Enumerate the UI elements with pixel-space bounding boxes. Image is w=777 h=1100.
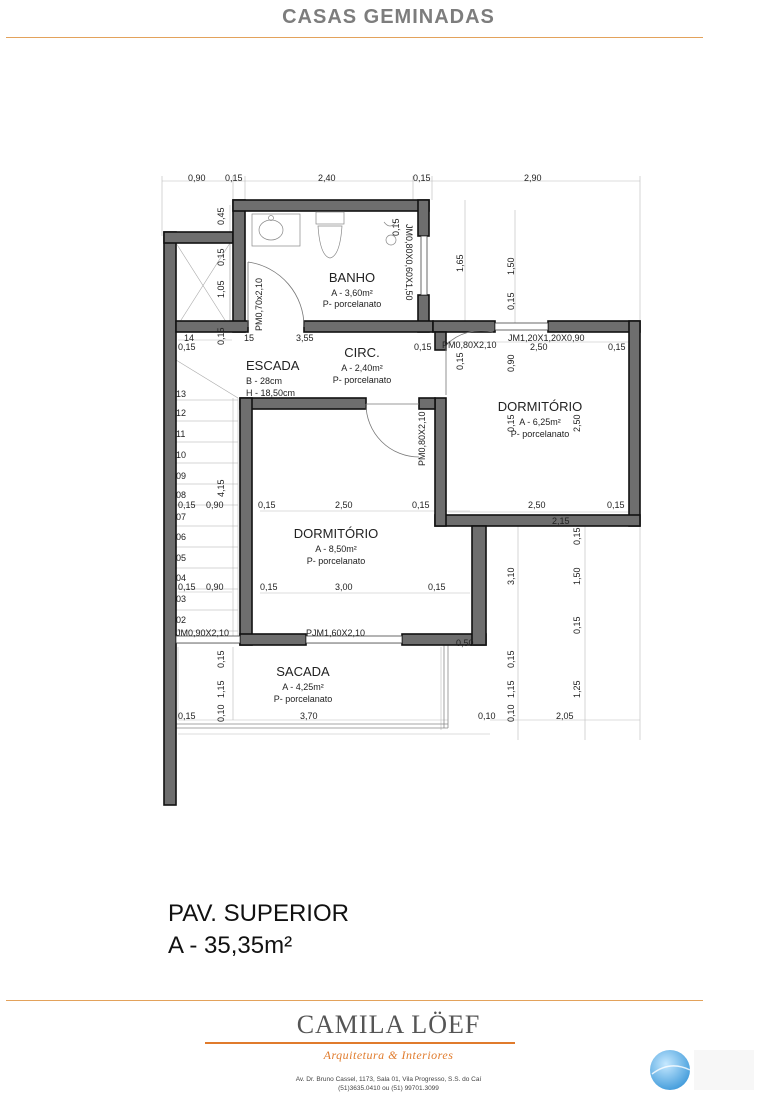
- brand-name: CAMILA LÖEF: [296, 1010, 481, 1039]
- dim-010c: 0,10: [506, 704, 516, 722]
- step-09: 09: [176, 471, 187, 481]
- window-banho-label: JM0,80X0,60X1,50: [404, 224, 414, 301]
- footer-phone: (51)3635.0410 ou (51) 99701.3099: [338, 1085, 439, 1092]
- room-dorm2-area: A - 8,50m²: [315, 544, 357, 554]
- room-dorm1-area: A - 6,25m²: [519, 417, 561, 427]
- dim-top-1: 0,90: [188, 173, 206, 183]
- dim-015t: 0,15: [506, 650, 516, 668]
- floor-title: PAV. SUPERIOR: [168, 900, 349, 927]
- dim-015h: 0,15: [428, 582, 446, 592]
- dim-010a: 0,10: [216, 704, 226, 722]
- dim-115b: 1,15: [506, 680, 516, 698]
- dim-150b: 1,50: [572, 567, 582, 585]
- dim-115: 1,15: [216, 680, 226, 698]
- dim-top-5: 2,90: [524, 173, 542, 183]
- step-12: 12: [176, 408, 187, 418]
- dim-125: 1,25: [572, 680, 582, 698]
- dim-015-banho: 0,15: [391, 218, 401, 236]
- dim-150: 1,50: [506, 257, 516, 275]
- step-11: 11: [176, 429, 186, 439]
- room-escada-h: H - 18,50cm: [246, 388, 296, 398]
- dim-015b: 0,15: [216, 327, 226, 345]
- dim-300: 3,00: [335, 582, 353, 592]
- step-08: 08: [176, 490, 187, 500]
- dim-050: 0,50: [456, 638, 474, 648]
- dim-215: 2,15: [552, 516, 570, 526]
- dim-105: 1,05: [216, 280, 226, 298]
- dim-045: 0,45: [216, 207, 226, 225]
- door-sacada-label: PJM1,60X2,10: [306, 628, 366, 638]
- dim-015e: 0,15: [455, 352, 465, 370]
- dim-015r: 0,15: [260, 582, 278, 592]
- dim-015s: 0,15: [216, 650, 226, 668]
- dim-015n: 0,15: [572, 527, 582, 545]
- bathroom-fixtures: [252, 212, 396, 258]
- dim-top-4: 0,15: [413, 173, 431, 183]
- door-circ-label: PM0,80X2,10: [442, 340, 497, 350]
- dim-165: 1,65: [455, 254, 465, 272]
- page-title: CASAS GEMINADAS: [282, 6, 495, 28]
- step-05: 05: [176, 553, 187, 563]
- room-sacada-name: SACADA: [276, 664, 330, 679]
- window-dorm1-label: JM1,20X1,20X0,90: [508, 333, 585, 343]
- dim-250c: 2,50: [335, 500, 353, 510]
- dim-010b: 0,10: [478, 711, 496, 721]
- step-13: 13: [176, 389, 187, 399]
- dim-015o: 0,15: [572, 616, 582, 634]
- dim-015a: 0,15: [216, 248, 226, 266]
- door-dorm2-label: PM0,80X2,10: [417, 411, 427, 466]
- room-escada-name: ESCADA: [246, 358, 300, 373]
- room-sacada-floor: P- porcelanato: [273, 694, 333, 704]
- room-dorm2-name: DORMITÓRIO: [293, 526, 379, 541]
- dim-top-3: 2,40: [318, 173, 336, 183]
- dim-15: 15: [244, 333, 255, 343]
- step-02: 02: [176, 615, 187, 625]
- dim-015k: 0,15: [258, 500, 276, 510]
- dim-250a: 2,50: [530, 342, 548, 352]
- room-circ-floor: P- porcelanato: [332, 375, 392, 385]
- dim-090b: 0,90: [206, 500, 224, 510]
- dim-250b: 2,50: [572, 414, 582, 432]
- dim-015c: 0,15: [506, 292, 516, 310]
- room-circ-area: A - 2,40m²: [341, 363, 383, 373]
- floor-area: A - 35,35m²: [168, 932, 293, 959]
- step-03: 03: [176, 594, 187, 604]
- top-dimensions: [188, 173, 542, 183]
- globe-icon: [648, 1040, 758, 1100]
- step-10: 10: [176, 450, 187, 460]
- dim-090: 0,90: [506, 354, 516, 372]
- dim-415: 4,15: [216, 479, 226, 497]
- dim-015f: 0,15: [414, 342, 432, 352]
- dim-090c: 0,90: [206, 582, 224, 592]
- door-banho-label: PM0,70x2,10: [254, 277, 264, 331]
- dim-015u: 0,15: [178, 711, 196, 721]
- dim-310: 3,10: [506, 567, 516, 585]
- dim-015l: 0,15: [412, 500, 430, 510]
- dim-top-2: 0,15: [225, 173, 243, 183]
- step-07: 07: [176, 512, 187, 522]
- room-dorm1-floor: P- porcelanato: [510, 429, 570, 439]
- dim-015q: 0,15: [178, 582, 196, 592]
- room-banho-area: A - 3,60m²: [331, 288, 373, 298]
- dim-14: 14: [184, 333, 195, 343]
- room-banho-floor: P- porcelanato: [322, 299, 382, 309]
- dim-015d: 0,15: [178, 342, 196, 352]
- dim-355: 3,55: [296, 333, 314, 343]
- brand-underline: [205, 1042, 515, 1044]
- room-sacada-area: A - 4,25m²: [282, 682, 324, 692]
- room-banho-name: BANHO: [328, 270, 376, 285]
- room-circ-name: CIRC.: [344, 345, 380, 360]
- room-dorm1-name: DORMITÓRIO: [497, 399, 583, 414]
- dim-015m: 0,15: [607, 500, 625, 510]
- dim-250d: 2,50: [528, 500, 546, 510]
- step-04: 04: [176, 573, 187, 583]
- step-06: 06: [176, 532, 187, 542]
- window-escada-label: JM0,90X2,10: [176, 628, 230, 638]
- room-dorm2-floor: P- porcelanato: [306, 556, 366, 566]
- dim-015g: 0,15: [608, 342, 626, 352]
- room-escada-b: B - 28cm: [246, 376, 283, 386]
- brand-tagline: Arquitetura & Interiores: [323, 1048, 454, 1062]
- footer-address: Av. Dr. Bruno Cassel, 1173, Sala 01, Vila Progresso, S.S. do Caí: [295, 1076, 482, 1083]
- footer-divider: [6, 1000, 703, 1001]
- dim-015i: 0,15: [506, 414, 516, 432]
- dim-205: 2,05: [556, 711, 574, 721]
- dim-370: 3,70: [300, 711, 318, 721]
- dim-015j: 0,15: [178, 500, 196, 510]
